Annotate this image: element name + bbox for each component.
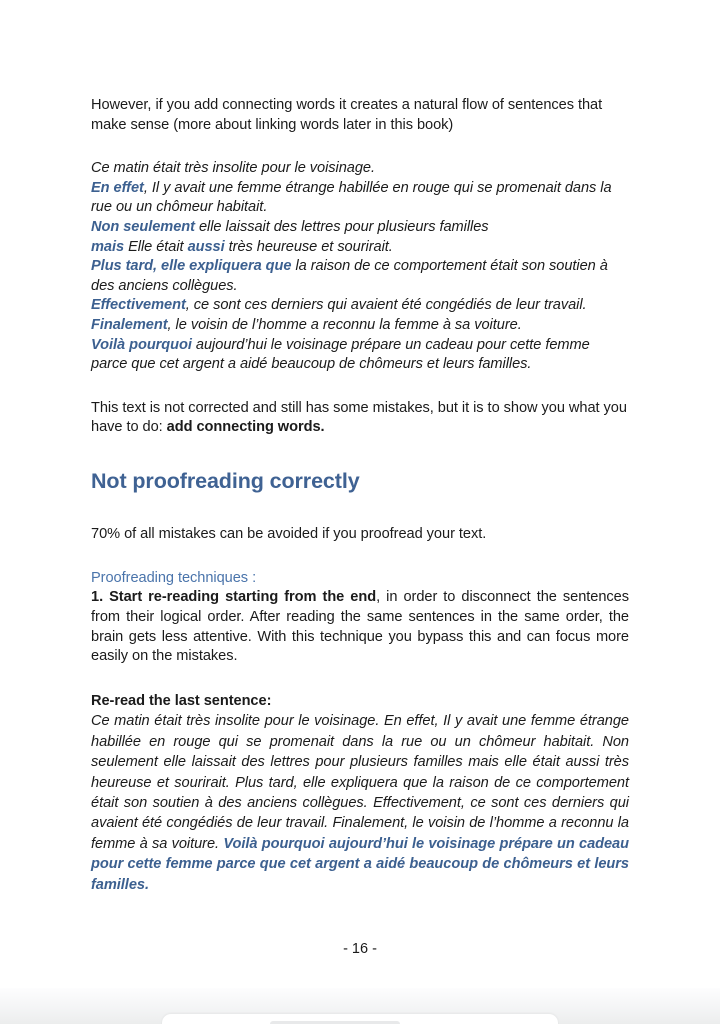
connector-effectivement: Effectivement — [91, 297, 186, 314]
french-line-8 — [91, 336, 629, 375]
page-content — [91, 0, 629, 895]
french-line-2 — [91, 179, 629, 218]
page-title: Not proofreading correctly — [91, 468, 360, 493]
page-number: - 16 - — [343, 941, 377, 957]
connector-en-effet: En effet — [91, 179, 144, 196]
french-line-1-text: Ce matin était très insolite pour le voisinage. — [91, 160, 375, 177]
techniques-label: Proofreading techniques : — [91, 569, 257, 586]
french-line-8-text: aujourd’hui le voisinage prépare un cadeau pour cette femme parce que cet argent a aidé beaucoup de chômeurs et leurs familles. — [91, 336, 590, 373]
reread-paragraph — [91, 711, 629, 895]
connector-voila-pourquoi: Voilà pourquoi — [91, 336, 192, 353]
french-line-4 — [91, 238, 629, 258]
french-line-5-text: la raison de ce comportement était son soutien à des anciens collègues. — [91, 258, 608, 294]
spacer — [91, 375, 629, 399]
french-line-1 — [91, 159, 629, 179]
french-line-3-text: elle laissait des lettres pour plusieurs familles — [194, 218, 489, 235]
french-line-7-text: , le voisin de l’homme a reconnu la femme à sa voiture. — [167, 316, 522, 333]
connector-aussi: aussi — [187, 238, 225, 255]
note-text: This text is not corrected and still has some mistakes, but it is to show you what you have to do: — [91, 399, 627, 436]
french-line-4-mid: Elle était — [124, 238, 188, 255]
note-bold-text: add connecting words. — [166, 419, 325, 436]
connector-mais: mais — [91, 238, 125, 255]
french-example-block — [91, 159, 629, 375]
technique-1-number: 1. — [91, 589, 110, 606]
note-paragraph — [91, 399, 629, 438]
reread-label: Re-read the last sentence: — [91, 693, 272, 710]
spacer — [91, 438, 629, 468]
connector-finalement: Finalement — [91, 316, 168, 333]
french-line-6-text: , ce sont ces derniers qui avaient été congédiés de leur travail. — [185, 297, 587, 314]
reread-body-highlight: Voilà pourquoi aujourd’hui le voisinage prépare un cadeau pour cette femme parce que cet argent a aidé beaucoup de chômeurs et leurs familles. — [91, 835, 629, 893]
french-line-6 — [91, 296, 629, 316]
spacer — [91, 495, 629, 525]
french-line-3 — [91, 218, 629, 238]
french-line-2-text: , Il y avait une femme étrange habillée en rouge qui se promenait dans la rue ou un chômeur habitait. — [91, 179, 612, 216]
technique-1-text: , in order to disconnect the sentences from their logical order. After reading the same sentences in the same order, the brain gets less attentive. With this technique you bypass this and can focus more easily on the mistakes. — [91, 589, 629, 665]
connector-non-seulement: Non seulement — [91, 218, 195, 235]
intro-paragraph: However, if you add connecting words it creates a natural flow of sentences that make sense (more about linking words later in this book) — [91, 97, 603, 133]
reread-body-black: Ce matin était très insolite pour le voisinage. En effet, Il y avait une femme étrange habillée en rouge qui se promenait dans la rue ou un chômeur habitait. Non seulement elle laissait des lettres pour plusieurs familles mais elle était aussi très heureuse et sourirait. Plus tard, elle expliquera que la raison de ce comportement était son soutien à des anciens collègues. Effectivement, ce sont ces derniers qui avaient été congédiés de leur travail. Finalement, le voisin de l’homme a reconnu la femme à sa voiture. — [91, 713, 629, 852]
technique-1-paragraph — [91, 588, 629, 667]
french-line-7 — [91, 316, 629, 336]
spacer — [91, 667, 629, 691]
connector-plus-tard: Plus tard, elle expliquera que — [91, 258, 292, 275]
technique-1-bold: Start re-reading starting from the end — [109, 589, 377, 606]
stat-paragraph: 70% of all mistakes can be avoided if you proofread your text. — [91, 525, 487, 542]
french-line-5 — [91, 257, 629, 296]
spacer — [91, 135, 629, 159]
french-line-4-text: très heureuse et sourirait. — [224, 238, 393, 255]
spacer — [91, 545, 629, 569]
